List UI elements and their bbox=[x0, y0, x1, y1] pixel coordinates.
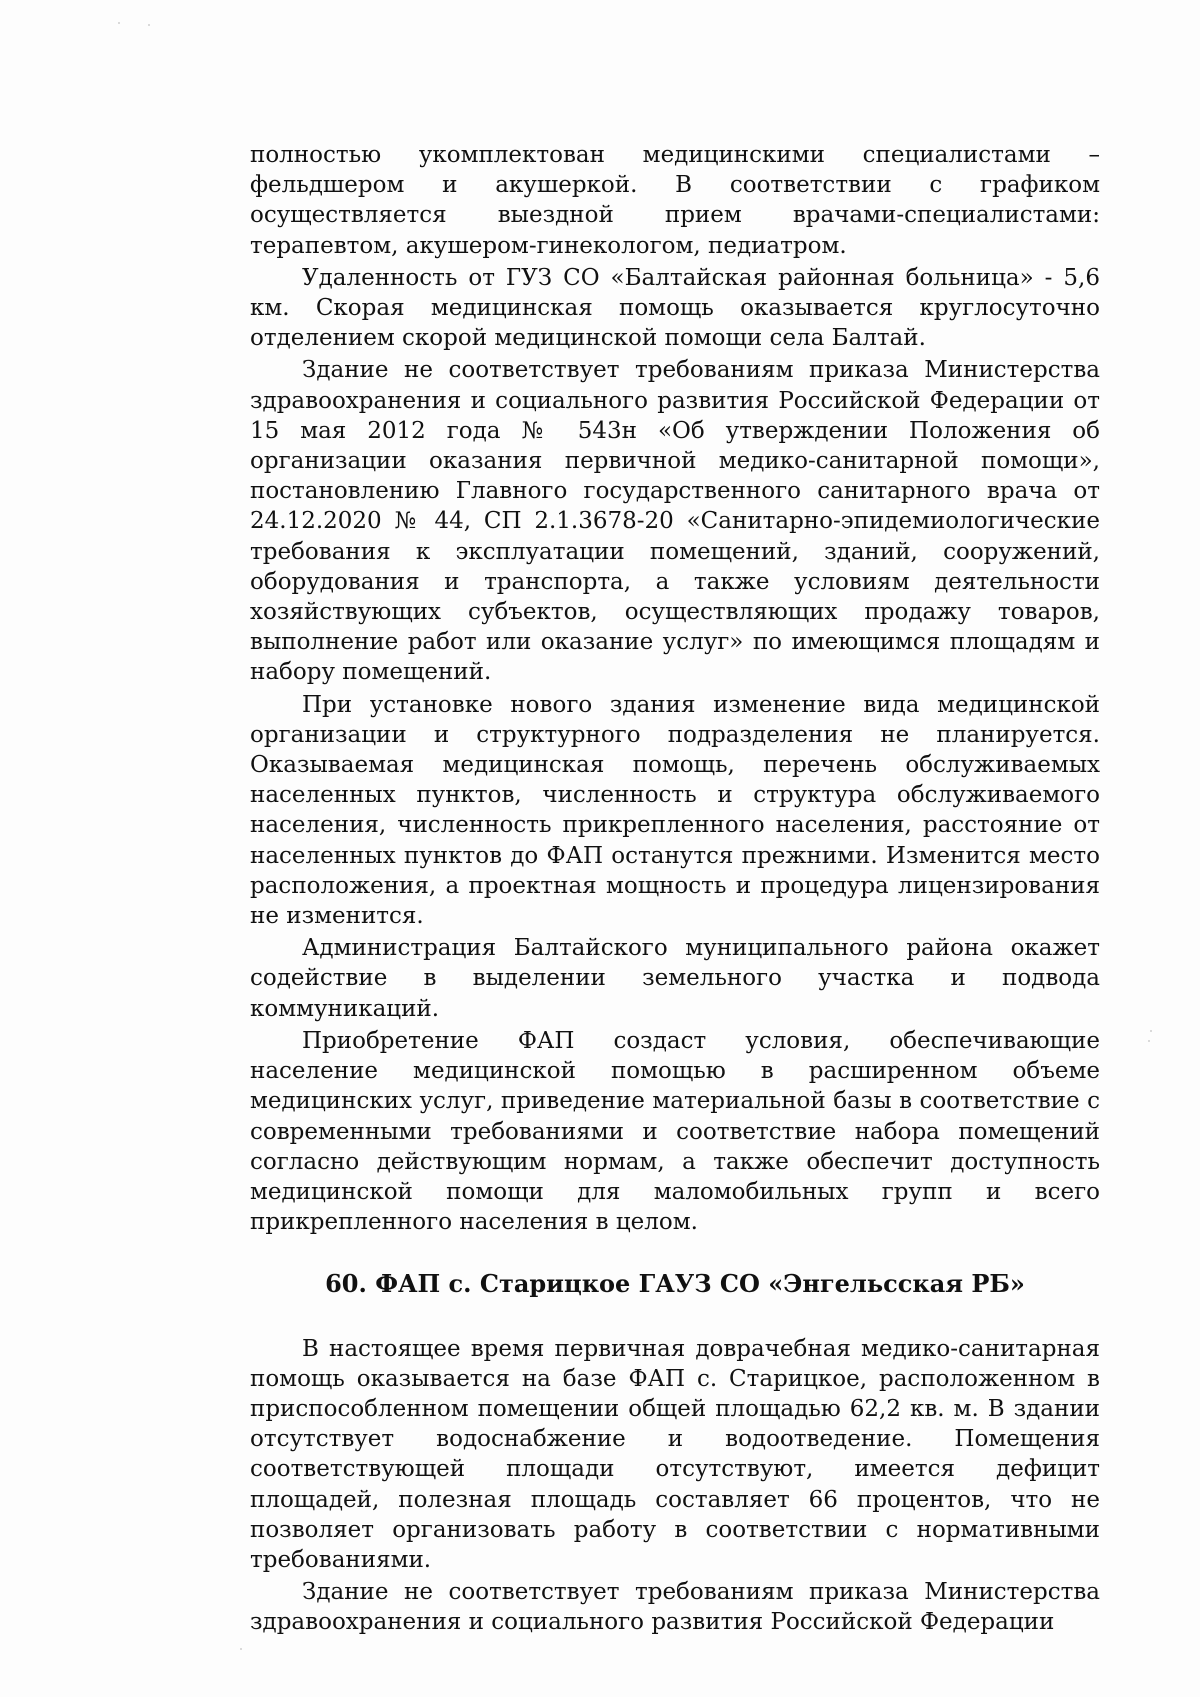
paragraph: Удаленность от ГУЗ СО «Балтайская районная больница» - 5,6 км. Скорая медицинская помощь оказывается круглосуточно отделением скорой медицинской помощи села Балтай. bbox=[250, 264, 1100, 352]
document-body bbox=[250, 140, 1100, 1640]
paragraph: полностью укомплектован медицинскими специалистами – фельдшером и акушеркой. В соответствии с графиком осуществляется выездной прием врачами-специалистами: терапевтом, акушером-гинекологом, педиатром. bbox=[250, 142, 1100, 259]
section-heading: 60. ФАП с. Старицкое ГАУЗ СО «Энгельсская РБ» bbox=[325, 1269, 1025, 1299]
paragraph: Здание не соответствует требованиям приказа Министерства здравоохранения и социального развития Российской Федерации bbox=[250, 1579, 1100, 1636]
paragraph: Приобретение ФАП создаст условия, обеспечивающие население медицинской помощью в расширенном объеме медицинских услуг, приведение материальной базы в соответствие с современными требованиями и соответствие набора помещений согласно действующим нормам, а также обеспечит доступность медицинской помощи для маломобильных групп и всего прикрепленного населения в целом. bbox=[250, 1027, 1100, 1236]
scan-speck bbox=[148, 24, 150, 26]
paragraph: Администрация Балтайского муниципального района окажет содействие в выделении земельного участка и подвода коммуникаций. bbox=[250, 935, 1100, 1022]
scan-speck bbox=[1150, 1030, 1152, 1032]
paragraph: При установке нового здания изменение вида медицинской организации и структурного подразделения не планируется. Оказываемая медицинская помощь, перечень обслуживаемых населенных пунктов, численность и структура обслуживаемого населения, численность прикрепленного населения, расстояние от населенных пунктов до ФАП останутся прежними. Изменится место расположения, а проектная мощность и процедура лицензирования не изменится. bbox=[250, 691, 1100, 930]
paragraph: В настоящее время первичная доврачебная медико-санитарная помощь оказывается на базе ФАП с. Старицкое, расположенном в приспособленном помещении общей площадью 62,2 кв. м. В здании отсутствует водоснабжение и водоотведение. Помещения соответствующей площади отсутствуют, имеется дефицит площадей, полезная площадь составляет 66 процентов, что не позволяет организовать работу в соответствии с нормативными требованиями. bbox=[250, 1335, 1100, 1573]
scan-speck bbox=[118, 22, 120, 24]
paragraph: Здание не соответствует требованиям приказа Министерства здравоохранения и социального развития Российской Федерации от 15 мая 2012 года № 543н «Об утверждении Положения об организации оказания первичной медико-санитарной помощи», постановлению Главного государственного санитарного врача от 24.12.2020 № 44, СП 2.1.3678-20 «Санитарно-эпидемиологические требования к эксплуатации помещений, зданий, сооружений, оборудования и транспорта, а также условиям деятельности хозяйствующих субъектов, осуществляющих продажу товаров, выполнение работ или оказание услуг» по имеющимся площадям и набору помещений. bbox=[250, 357, 1100, 686]
scan-speck bbox=[1148, 1040, 1150, 1042]
scan-speck bbox=[240, 1648, 242, 1650]
